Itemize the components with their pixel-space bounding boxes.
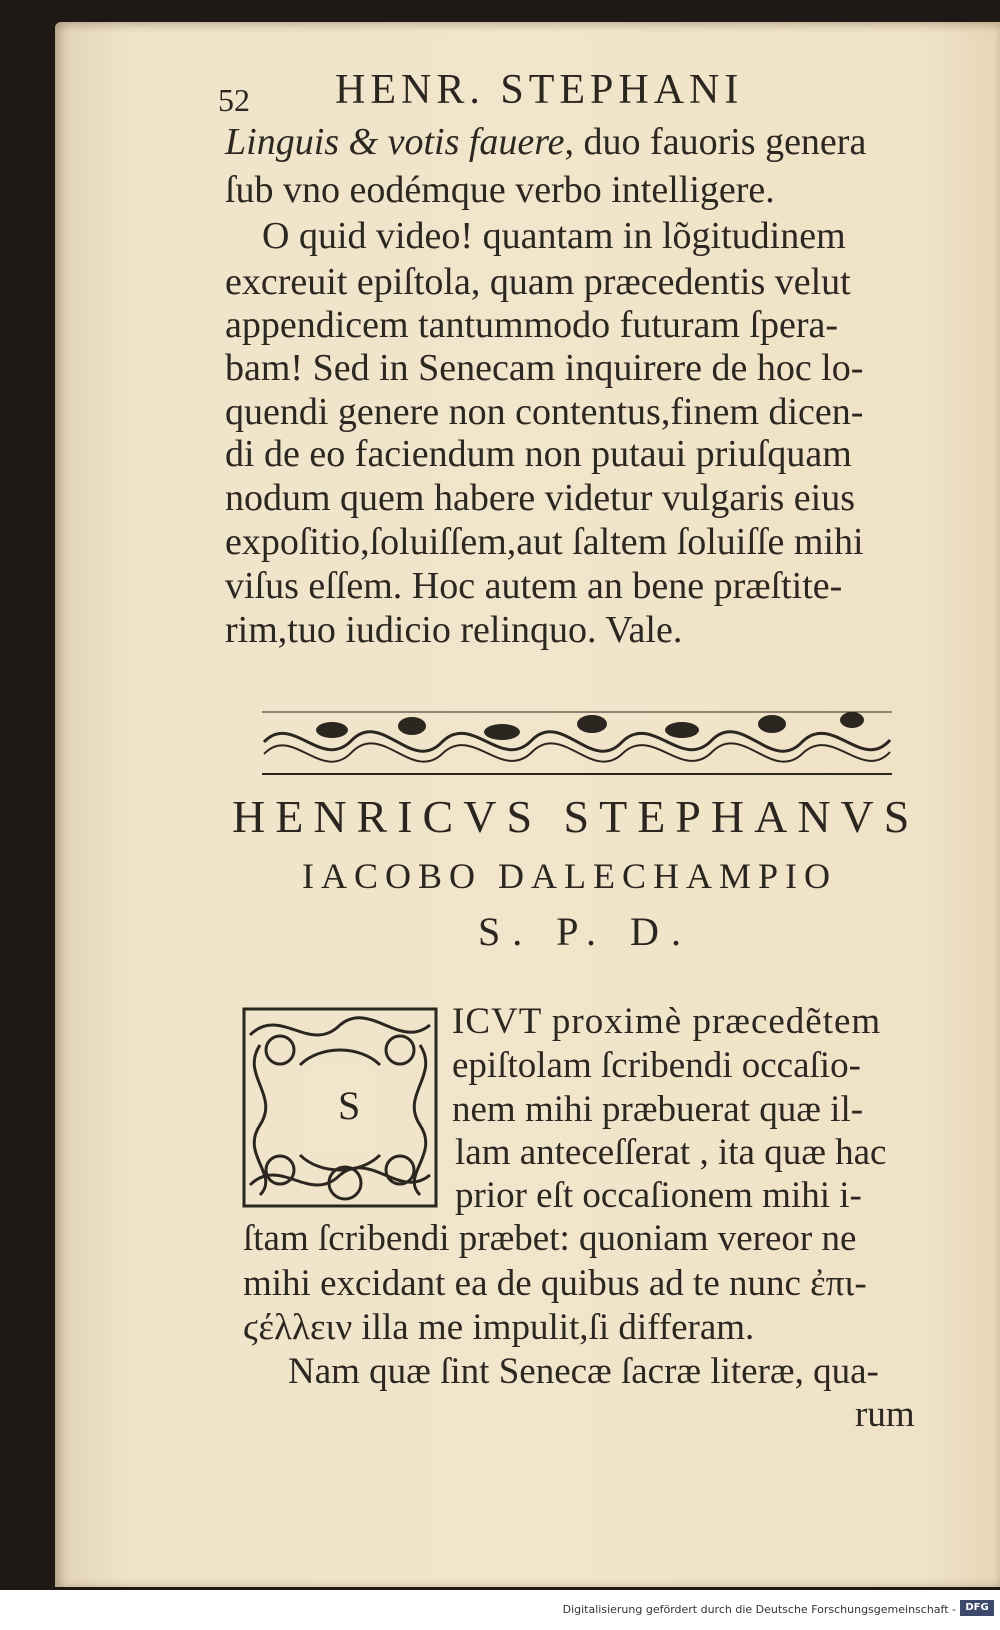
text-line: di de eo faciendum non putaui priuſquam: [225, 433, 852, 475]
catchword: rum: [855, 1394, 915, 1435]
text-line: appendicem tantummodo futuram ſpera-: [225, 304, 839, 346]
text-line: expoſitio,ſoluiſſem,aut ſaltem ſoluiſſe mihi: [225, 521, 864, 563]
text-line: epiſtolam ſcribendi occaſio-: [452, 1045, 861, 1086]
text-line: bam! Sed in Senecam inquirere de hoc lo-: [225, 347, 864, 389]
text-line: nodum quem habere videtur vulgaris eius: [225, 477, 856, 519]
ornament-band-icon: [262, 702, 892, 782]
text-line: excreuit epiſtola, quam præcedentis velut: [225, 261, 851, 303]
line-rest: , duo fauoris genera: [564, 121, 867, 163]
text-line: prior eſt occaſionem mihi i-: [455, 1175, 862, 1216]
text-line: O quid video! quantam in lõgitudinem: [262, 215, 846, 257]
text-line: [225, 120, 866, 164]
text-line: ſtam ſcribendi præbet: quoniam vereor ne: [243, 1218, 857, 1259]
page-number: 52: [218, 82, 250, 118]
italic-phrase: Linguis & votis fauere: [225, 121, 565, 163]
text-line: ſub vno eodémque verbo intelligere.: [225, 169, 775, 211]
funding-credit: Digitalisierung gefördert durch die Deutsche Forschungsgemeinschaft -: [562, 1603, 956, 1616]
dfg-logo: DFG: [960, 1600, 994, 1616]
text-line: Nam quæ ſint Senecæ ſacræ literæ, qua-: [288, 1351, 879, 1392]
letter-heading-sender: HENRICVS STEPHANVS: [232, 791, 920, 842]
text-line: nem mihi præbuerat quæ il-: [452, 1089, 864, 1130]
letter-heading-recipient: IACOBO DALECHAMPIO: [302, 856, 838, 896]
text-line: mihi excidant ea de quibus ad te nunc ἐπι-: [243, 1263, 867, 1304]
text-line: lam anteceſſerat , ita quæ hac: [455, 1132, 887, 1173]
text-line: quendi genere non contentus,finem dicen-: [225, 391, 864, 433]
letter-heading-salutation: S. P. D.: [478, 909, 693, 954]
text-line: viſus eſſem. Hoc autem an bene præſtite-: [225, 565, 843, 607]
text-line: ICVT proximè præcedẽtem: [452, 1001, 882, 1042]
drop-initial-letter: S: [338, 1083, 361, 1128]
text-line: ϛέλλειν illa me impulit,ſi differam.: [243, 1307, 755, 1348]
text-line: rim,tuo iudicio relinquo. Vale.: [225, 609, 683, 651]
running-head: HENR. STEPHANI: [335, 67, 744, 113]
